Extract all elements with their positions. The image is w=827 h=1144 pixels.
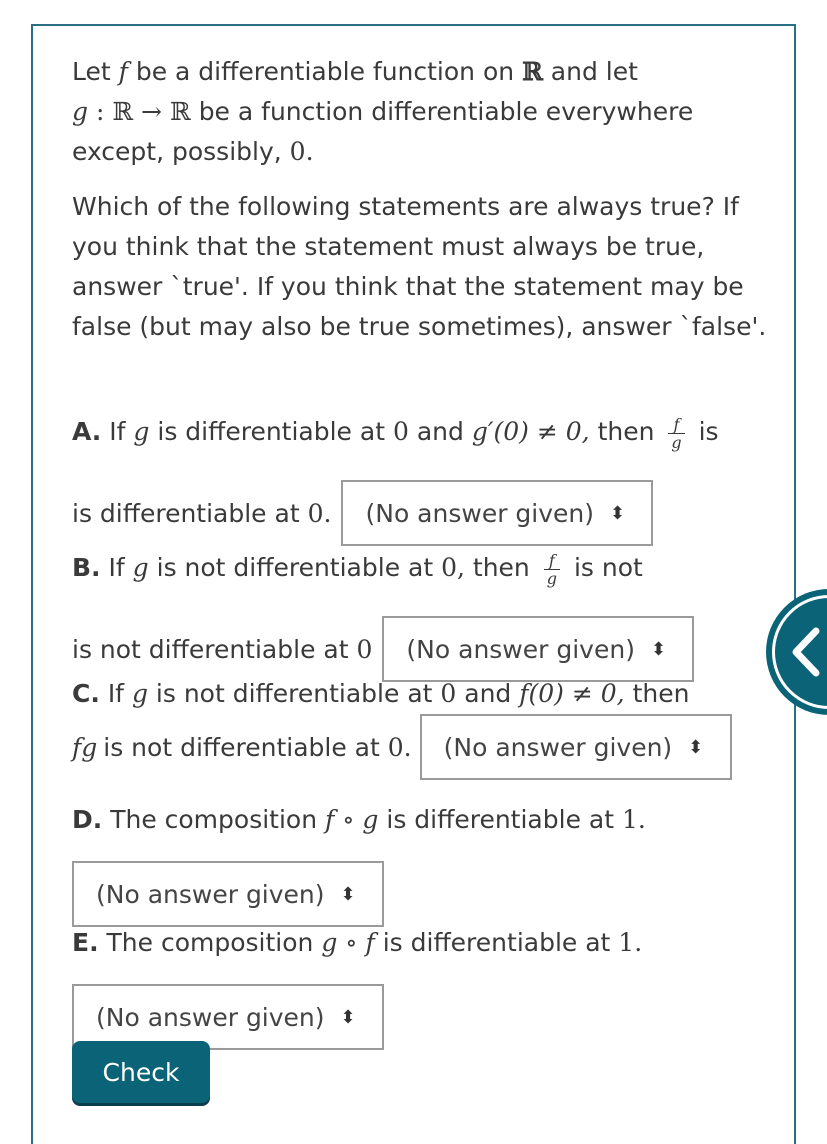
instructions-paragraph: Which of the following statements are always true? If you think that the statement must always be true, answer `true'. If you think that the statement may be false (but may also be true sometimes), answer `false'. xyxy=(72,192,767,341)
question-letter: B. xyxy=(72,553,101,582)
intro-text: Let xyxy=(72,57,111,86)
math-g: g xyxy=(72,97,89,126)
question-text: is not differentiable at xyxy=(155,679,433,708)
check-button[interactable]: Check xyxy=(72,1041,210,1103)
question-text: and xyxy=(464,679,512,708)
question-b-answer-row xyxy=(72,616,694,682)
updown-arrows-icon: ⬍ xyxy=(340,883,356,905)
math-fg: fg xyxy=(72,732,98,762)
math-composition: f ∘ g xyxy=(325,805,379,834)
question-text: If xyxy=(108,553,125,582)
question-text: and xyxy=(416,417,464,446)
question-text: is differentiable at xyxy=(386,805,615,834)
question-text: then xyxy=(597,417,655,446)
select-value: (No answer given) xyxy=(443,732,673,762)
updown-arrows-icon: ⬍ xyxy=(610,502,626,524)
fraction-denominator: g xyxy=(671,432,682,452)
question-text: The composition xyxy=(106,928,314,957)
select-value: (No answer given) xyxy=(96,879,325,909)
updown-arrows-icon: ⬍ xyxy=(340,1006,356,1028)
fraction-denominator: g xyxy=(546,568,557,588)
math-one: 1. xyxy=(621,805,646,834)
math-condition: f(0) ≠ 0, xyxy=(519,679,625,708)
math-zero: 0. xyxy=(289,137,314,166)
math-fraction-f-over-g xyxy=(668,416,684,451)
intro-text: and let xyxy=(550,57,638,86)
question-letter: C. xyxy=(72,679,100,708)
question-b-text xyxy=(72,548,772,588)
math-mapping: : ℝ → ℝ xyxy=(95,97,191,126)
question-a-answer-row xyxy=(72,480,653,546)
answer-select-c[interactable] xyxy=(420,714,732,780)
question-text: If xyxy=(107,679,124,708)
math-zero: 0. xyxy=(307,498,332,528)
fraction-numerator: f xyxy=(544,552,560,570)
select-value: (No answer given) xyxy=(365,498,595,528)
intro-paragraph xyxy=(72,52,772,172)
question-text: is not xyxy=(573,553,643,582)
updown-arrows-icon: ⬍ xyxy=(650,638,667,660)
updown-arrows-icon: ⬍ xyxy=(688,736,704,758)
question-e xyxy=(72,923,772,1032)
math-reals: ℝ xyxy=(522,57,543,86)
math-zero: 0, xyxy=(441,553,465,582)
math-zero: 0 xyxy=(356,634,373,664)
question-text: is differentiable at xyxy=(382,928,611,957)
math-zero: 0 xyxy=(392,417,409,446)
question-text: then xyxy=(472,553,530,582)
question-text: If xyxy=(109,417,126,446)
answer-select-d[interactable] xyxy=(72,861,384,927)
question-letter: D. xyxy=(72,805,103,834)
question-b xyxy=(72,548,772,664)
question-letter: A. xyxy=(72,417,102,446)
question-text: is not differentiable at xyxy=(72,634,349,664)
math-condition: g′(0) ≠ 0, xyxy=(471,417,590,446)
question-c-text xyxy=(72,674,772,714)
question-text: then xyxy=(632,679,690,708)
math-zero: 0 xyxy=(440,679,457,708)
question-e-text xyxy=(72,923,772,963)
select-value: (No answer given) xyxy=(406,634,635,664)
answer-select-a[interactable] xyxy=(341,480,653,546)
question-letter: E. xyxy=(72,928,99,957)
question-d xyxy=(72,800,772,909)
question-text: is not differentiable at xyxy=(103,732,380,762)
math-composition: g ∘ f xyxy=(321,928,375,957)
question-text: is not differentiable at xyxy=(156,553,434,582)
math-fraction-f-over-g xyxy=(544,552,560,587)
question-text-is: is xyxy=(698,417,719,446)
question-text: is differentiable at xyxy=(157,417,385,446)
question-d-text xyxy=(72,800,772,840)
fraction-numerator: f xyxy=(668,416,684,434)
question-a xyxy=(72,412,772,528)
answer-select-b[interactable] xyxy=(382,616,694,682)
question-c xyxy=(72,674,772,762)
math-zero: 0. xyxy=(387,732,412,762)
intro-text: be a differentiable function on xyxy=(135,57,515,86)
intro-text: be a function differentiable everywhere except, possibly, xyxy=(72,97,694,166)
math-g: g xyxy=(131,679,148,708)
chevron-left-icon xyxy=(788,625,824,679)
math-one: 1. xyxy=(618,928,643,957)
question-c-answer-row xyxy=(72,714,732,780)
math-g: g xyxy=(133,417,150,446)
math-g: g xyxy=(132,553,149,582)
question-text: is differentiable at xyxy=(72,498,300,528)
question-panel xyxy=(31,24,796,1144)
math-f: f xyxy=(118,57,128,86)
select-value: (No answer given) xyxy=(96,1002,325,1032)
question-text: The composition xyxy=(110,805,318,834)
